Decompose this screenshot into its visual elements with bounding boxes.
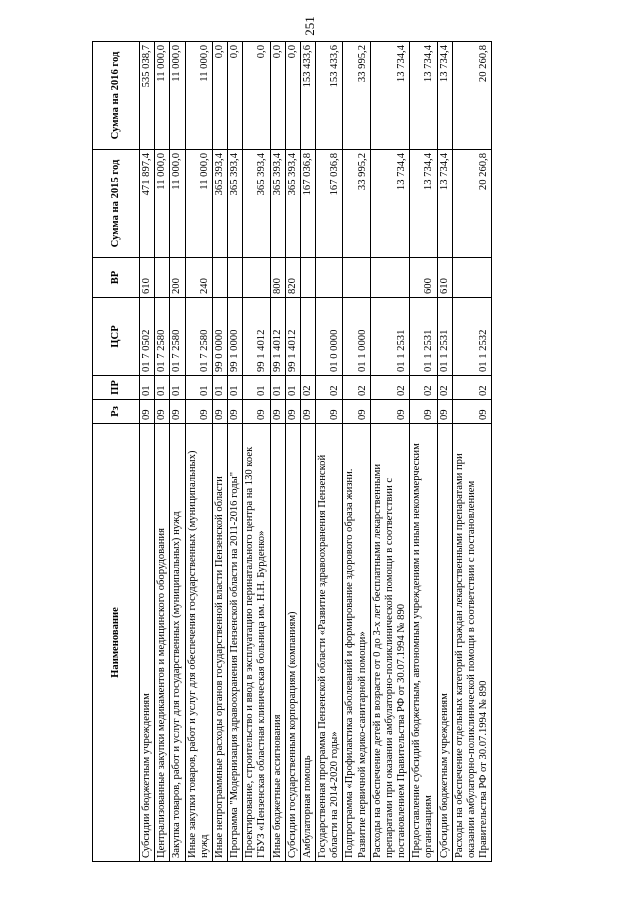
cell-vr: 600 (410, 258, 437, 298)
cell-rz: 09 (410, 400, 437, 424)
cell-sum-2015: 167 036,8 (300, 150, 315, 258)
cell-csr: 01 1 2532 (452, 298, 492, 376)
page-number: 251 (301, 16, 317, 36)
cell-sum-2015: 11 000,0 (155, 150, 170, 258)
cell-pr: 02 (316, 376, 343, 400)
budget-table (92, 41, 492, 862)
cell-rz: 09 (300, 400, 315, 424)
cell-pr: 01 (270, 376, 285, 400)
cell-vr: 610 (140, 258, 155, 298)
cell-pr: 01 (185, 376, 212, 400)
cell-vr: 240 (185, 258, 212, 298)
cell-rz: 09 (437, 400, 452, 424)
cell-name: Проектирование, строительство и ввод в эксплуатацию перинатального центра на 130 коек ГБУЗ «Пензенская областная клиническая больница им. Н.Н. Бурденко» (243, 424, 270, 862)
cell-csr: 99 1 4012 (285, 298, 300, 376)
table-row (316, 42, 343, 862)
cell-pr: 01 (243, 376, 270, 400)
cell-rz: 09 (185, 400, 212, 424)
cell-pr: 01 (140, 376, 155, 400)
table-row (155, 42, 170, 862)
cell-vr (343, 258, 370, 298)
cell-sum-2016: 33 995,2 (343, 42, 370, 150)
header-rz: Рз (93, 400, 140, 424)
cell-vr (155, 258, 170, 298)
cell-pr: 02 (410, 376, 437, 400)
cell-name: Расходы на обеспечение детей в возрасте от 0 до 3-х лет бесплатными лекарственными препаратами при оказании амбулаторно-поликлинической помощи в соответствии с постановлением Правительства РФ от 30.07.1994 № 890 (370, 424, 410, 862)
cell-pr: 02 (437, 376, 452, 400)
cell-rz: 09 (452, 400, 492, 424)
table-row (228, 42, 243, 862)
cell-csr: 01 0 0000 (316, 298, 343, 376)
cell-csr: 01 7 2580 (155, 298, 170, 376)
cell-name: Субсидии бюджетным учреждениям (140, 424, 155, 862)
table-header-row (93, 42, 140, 862)
cell-pr: 02 (343, 376, 370, 400)
cell-csr (300, 298, 315, 376)
cell-name: Амбулаторная помощь (300, 424, 315, 862)
cell-name: Расходы на обеспечение отдельных категорий граждан лекарственными препаратами при оказании амбулаторно-поликлинической помощи в соответствии с постановлением Правительства РФ от 30.07.1994 № 890 (452, 424, 492, 862)
header-vr: ВР (93, 258, 140, 298)
cell-sum-2016: 13 734,4 (410, 42, 437, 150)
cell-csr: 01 1 2531 (437, 298, 452, 376)
cell-vr (316, 258, 343, 298)
cell-name: Централизованные закупки медикаментов и медицинского оборудования (155, 424, 170, 862)
cell-sum-2016: 0,0 (243, 42, 270, 150)
cell-pr: 01 (285, 376, 300, 400)
cell-vr (300, 258, 315, 298)
cell-rz: 09 (212, 400, 227, 424)
cell-sum-2015: 11 000,0 (185, 150, 212, 258)
cell-rz: 09 (228, 400, 243, 424)
cell-vr: 610 (437, 258, 452, 298)
cell-rz: 09 (170, 400, 185, 424)
cell-name: Субсидии бюджетным учреждениям (437, 424, 452, 862)
cell-csr: 99 1 4012 (270, 298, 285, 376)
cell-csr: 99 0 0000 (212, 298, 227, 376)
cell-vr (370, 258, 410, 298)
cell-pr: 01 (155, 376, 170, 400)
cell-name: Подпрограмма «Профилактика заболеваний и формирование здорового образа жизни. Развитие первичной медико-санитарной помощи» (343, 424, 370, 862)
cell-pr: 02 (452, 376, 492, 400)
table-row (140, 42, 155, 862)
cell-sum-2015: 167 036,8 (316, 150, 343, 258)
cell-csr: 01 1 2531 (370, 298, 410, 376)
table-row (243, 42, 270, 862)
cell-rz: 09 (343, 400, 370, 424)
cell-vr (243, 258, 270, 298)
header-sum-2015: Сумма на 2015 год (93, 150, 140, 258)
cell-sum-2015: 13 734,4 (437, 150, 452, 258)
cell-vr (452, 258, 492, 298)
table-row (285, 42, 300, 862)
cell-sum-2016: 11 000,0 (185, 42, 212, 150)
cell-sum-2015: 13 734,4 (410, 150, 437, 258)
cell-sum-2016: 11 000,0 (155, 42, 170, 150)
cell-pr: 01 (228, 376, 243, 400)
table-row (185, 42, 212, 862)
cell-sum-2015: 365 393,4 (243, 150, 270, 258)
cell-sum-2016: 13 734,4 (437, 42, 452, 150)
cell-sum-2016: 11 000,0 (170, 42, 185, 150)
cell-vr (228, 258, 243, 298)
table-row (410, 42, 437, 862)
cell-pr: 02 (370, 376, 410, 400)
cell-name: Субсидии государственным корпорациям (компаниям) (285, 424, 300, 862)
cell-csr: 99 1 0000 (228, 298, 243, 376)
cell-sum-2015: 365 393,4 (212, 150, 227, 258)
cell-sum-2015: 365 393,4 (228, 150, 243, 258)
cell-sum-2015: 11 000,0 (170, 150, 185, 258)
cell-sum-2016: 13 734,4 (370, 42, 410, 150)
cell-pr: 01 (170, 376, 185, 400)
table-row (452, 42, 492, 862)
cell-sum-2016: 20 260,8 (452, 42, 492, 150)
cell-sum-2015: 365 393,4 (285, 150, 300, 258)
cell-rz: 09 (370, 400, 410, 424)
cell-vr: 200 (170, 258, 185, 298)
cell-csr: 01 1 2531 (410, 298, 437, 376)
cell-name: Предоставление субсидий бюджетным, автономным учреждениям и иным некоммерческим организациям (410, 424, 437, 862)
cell-csr: 01 7 0502 (140, 298, 155, 376)
cell-name: Закупка товаров, работ и услуг для государственных (муниципальных) нужд (170, 424, 185, 862)
cell-sum-2016: 153 433,6 (300, 42, 315, 150)
table-row (170, 42, 185, 862)
header-pr: ПР (93, 376, 140, 400)
table-row (212, 42, 227, 862)
cell-vr: 800 (270, 258, 285, 298)
cell-rz: 09 (316, 400, 343, 424)
table-row (370, 42, 410, 862)
cell-sum-2016: 535 038,7 (140, 42, 155, 150)
cell-sum-2015: 365 393,4 (270, 150, 285, 258)
table-row (270, 42, 285, 862)
table-row (437, 42, 452, 862)
cell-rz: 09 (285, 400, 300, 424)
header-name: Наименование (93, 424, 140, 862)
header-sum-2016: Сумма на 2016 год (93, 42, 140, 150)
cell-csr: 99 1 4012 (243, 298, 270, 376)
cell-pr: 02 (300, 376, 315, 400)
table-row (300, 42, 315, 862)
cell-csr: 01 7 2580 (170, 298, 185, 376)
cell-name: Государственная программа Пензенской области «Развитие здравоохранения Пензенской области на 2014-2020 годы» (316, 424, 343, 862)
cell-csr: 01 7 2580 (185, 298, 212, 376)
cell-pr: 01 (212, 376, 227, 400)
rotated-table-wrapper (92, 42, 612, 862)
cell-sum-2016: 0,0 (228, 42, 243, 150)
cell-vr: 820 (285, 258, 300, 298)
header-csr: ЦСР (93, 298, 140, 376)
cell-name: Иные закупки товаров, работ и услуг для обеспечения государственных (муниципальных) нужд (185, 424, 212, 862)
cell-sum-2015: 20 260,8 (452, 150, 492, 258)
cell-name: Иные бюджетные ассигнования (270, 424, 285, 862)
cell-sum-2015: 13 734,4 (370, 150, 410, 258)
cell-vr (212, 258, 227, 298)
cell-name: Иные непрограммные расходы органов государственной власти Пензенской области (212, 424, 227, 862)
cell-rz: 09 (270, 400, 285, 424)
cell-rz: 09 (243, 400, 270, 424)
cell-sum-2016: 0,0 (270, 42, 285, 150)
cell-sum-2015: 33 995,2 (343, 150, 370, 258)
cell-csr: 01 1 0000 (343, 298, 370, 376)
cell-sum-2016: 153 433,6 (316, 42, 343, 150)
cell-sum-2016: 0,0 (285, 42, 300, 150)
cell-rz: 09 (155, 400, 170, 424)
cell-sum-2015: 471 897,4 (140, 150, 155, 258)
cell-sum-2016: 0,0 (212, 42, 227, 150)
cell-name: Программа "Модернизация здравоохранения Пензенской области на 2011-2016 годы" (228, 424, 243, 862)
cell-rz: 09 (140, 400, 155, 424)
table-row (343, 42, 370, 862)
